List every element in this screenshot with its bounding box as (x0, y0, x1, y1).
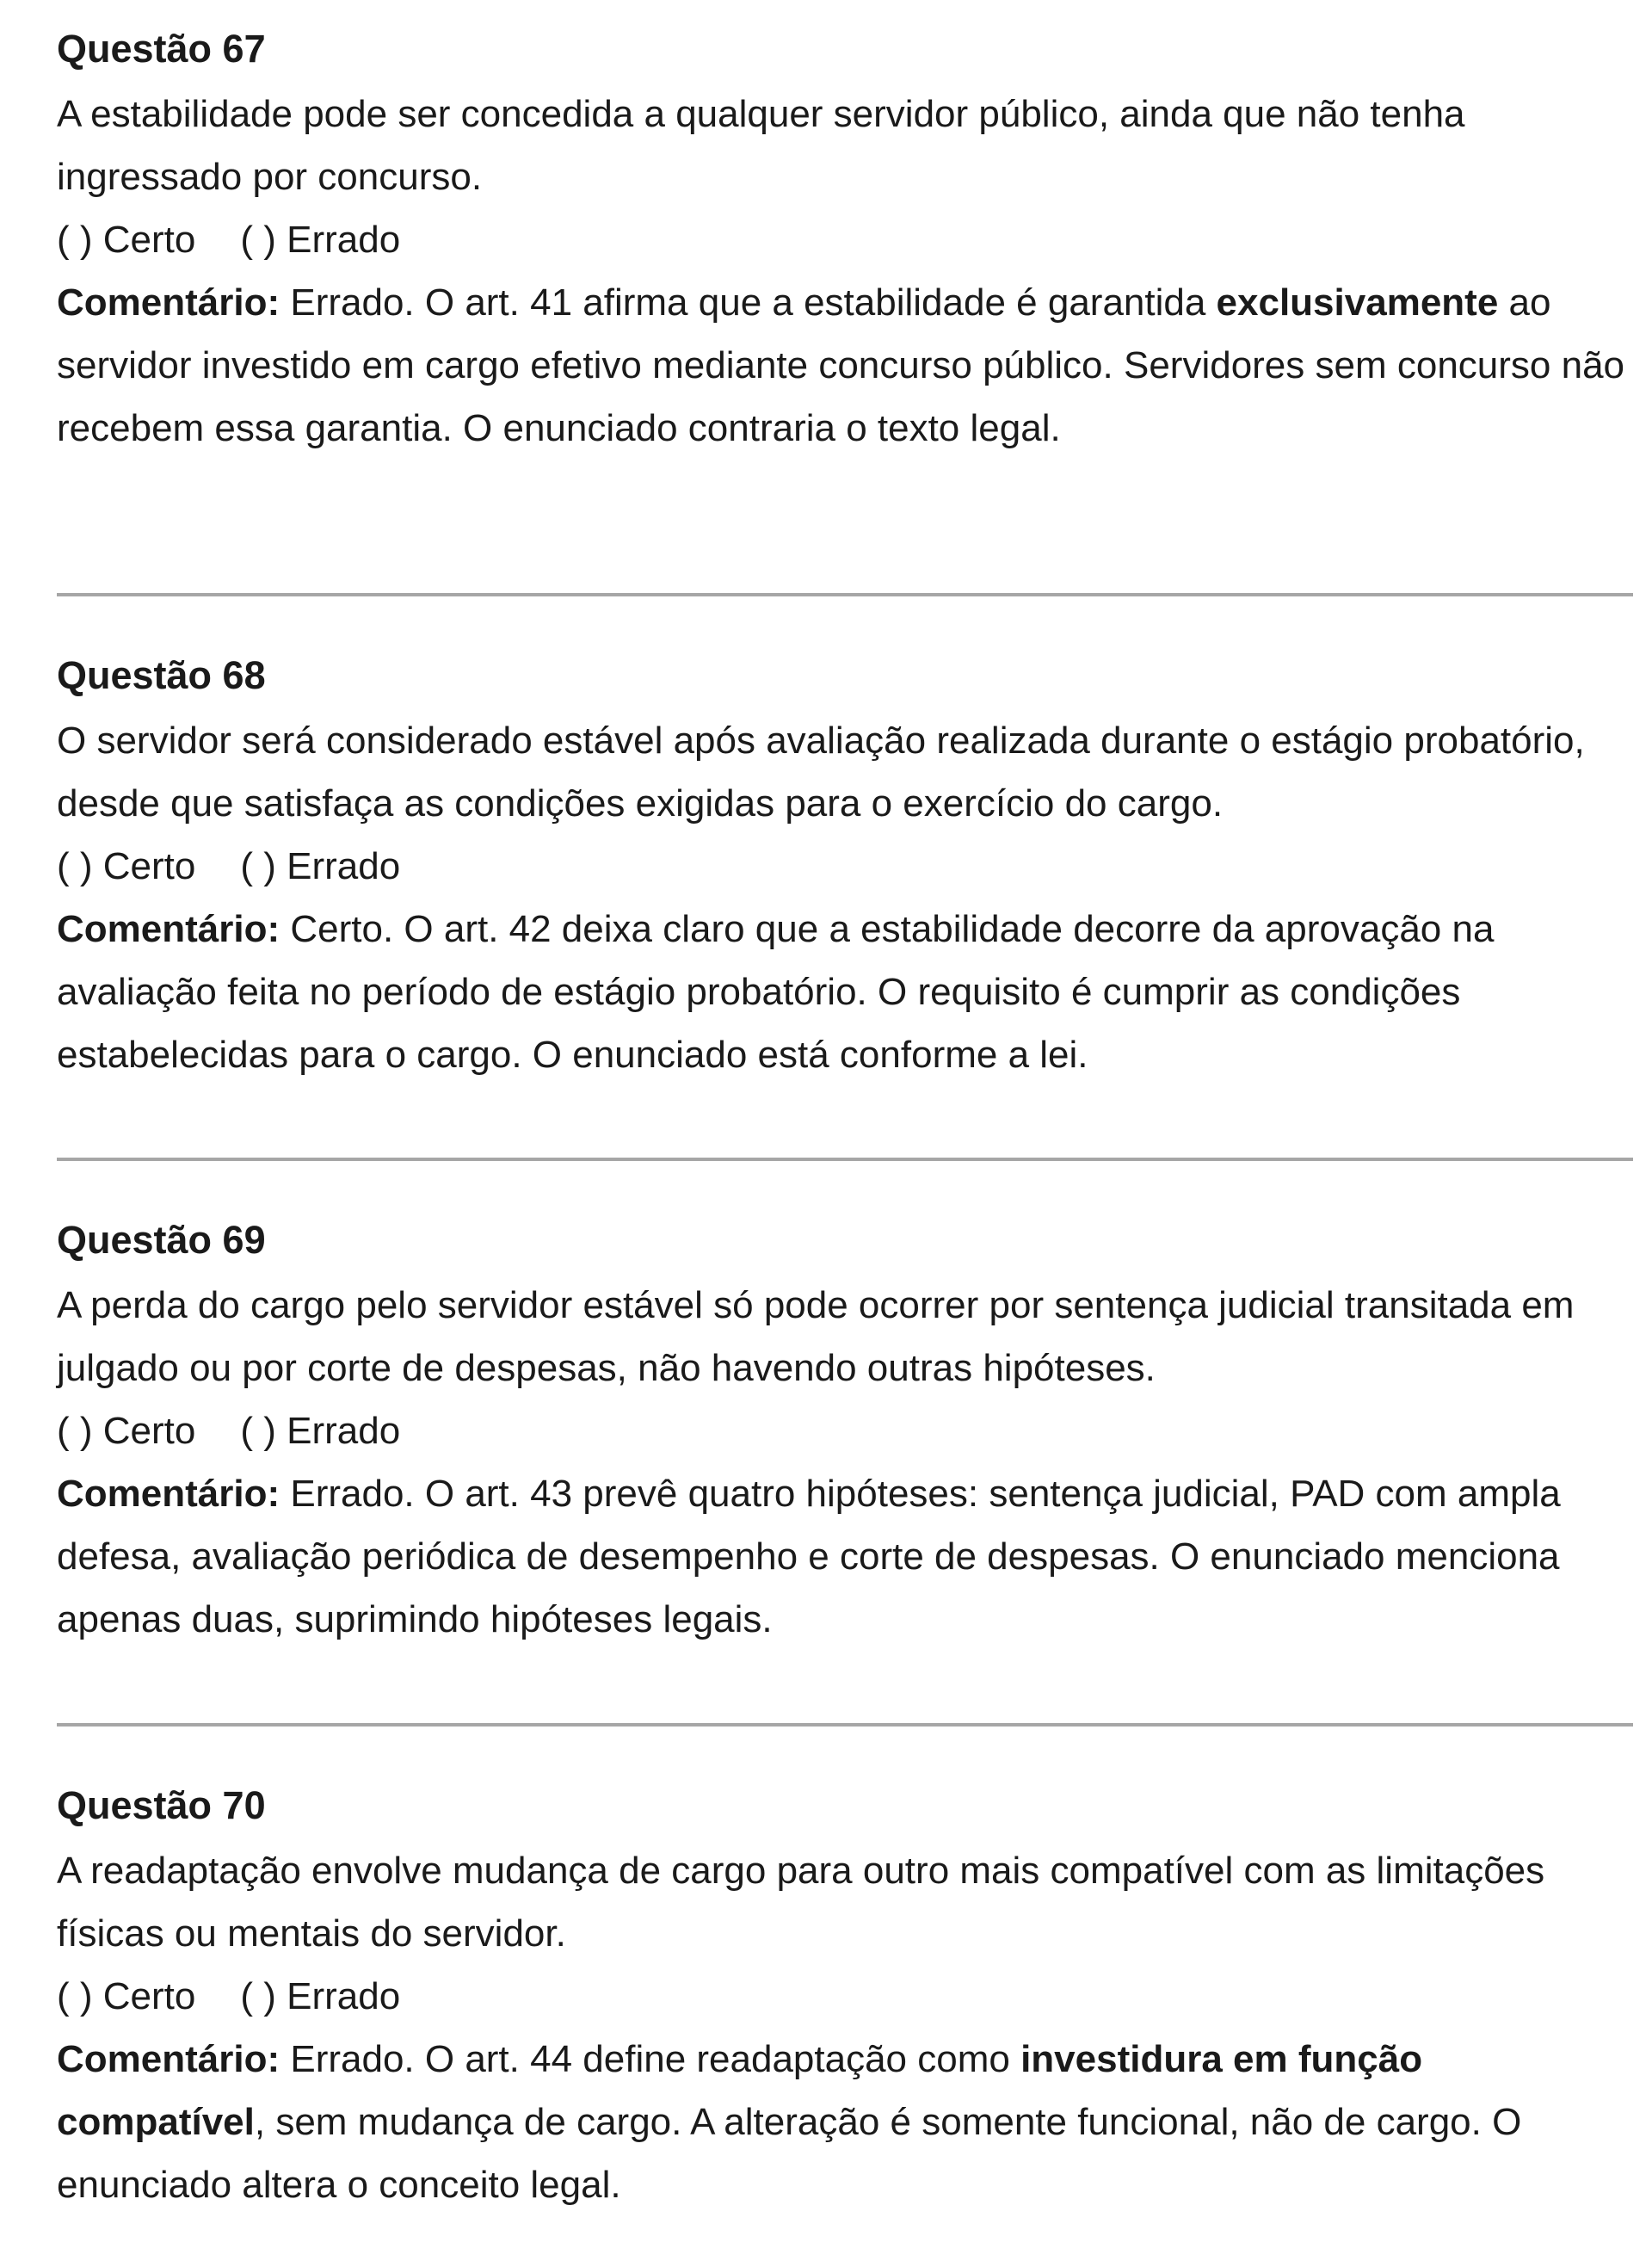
comment-text: Errado. O art. 44 define readaptação como (280, 2038, 1021, 2080)
comment-label: Comentário: (57, 908, 280, 950)
question-title: Questão 67 (57, 27, 266, 71)
question-title: Questão 68 (57, 653, 266, 697)
answer-options (57, 1399, 1633, 1462)
question-comment (57, 2028, 1633, 2216)
question-68 (57, 651, 1633, 1086)
option-errado[interactable]: ( ) Errado (240, 1410, 401, 1452)
question-comment (57, 1462, 1633, 1651)
option-errado[interactable]: ( ) Errado (240, 845, 401, 887)
option-errado[interactable]: ( ) Errado (240, 219, 401, 261)
question-statement: O servidor será considerado estável após avaliação realizada durante o estágio probatório, desde que satisfaça as condições exigidas para o exercício do cargo. (57, 720, 1585, 825)
option-errado[interactable]: ( ) Errado (240, 1975, 401, 2017)
question-70 (57, 1781, 1633, 2216)
question-69 (57, 1215, 1633, 1651)
answer-options (57, 1965, 1633, 2028)
option-certo[interactable]: ( ) Certo (57, 219, 196, 261)
comment-text: Errado. O art. 41 afirma que a estabilidade é garantida (280, 281, 1217, 324)
section-divider (57, 593, 1633, 596)
question-title: Questão 70 (57, 1783, 266, 1827)
comment-text: Errado. O art. 43 prevê quatro hipóteses: sentença judicial, PAD com ampla defesa, avaliação periódica de desempenho e corte de despesas. O enunciado menciona apenas duas, suprimindo hipóteses legais. (57, 1473, 1561, 1640)
answer-options (57, 835, 1633, 898)
question-67 (57, 24, 1633, 460)
section-divider (57, 1723, 1633, 1727)
question-statement: A perda do cargo pelo servidor estável só pode ocorrer por sentença judicial transitada em julgado ou por corte de despesas, não havendo outras hipóteses. (57, 1284, 1575, 1389)
question-comment (57, 271, 1633, 460)
comment-label: Comentário: (57, 2038, 280, 2080)
comment-label: Comentário: (57, 1473, 280, 1515)
comment-text: Certo. O art. 42 deixa claro que a estabilidade decorre da aprovação na avaliação feita no período de estágio probatório. O requisito é cumprir as condições estabelecidas para o cargo. O enunciado está conforme a lei. (57, 908, 1495, 1076)
comment-label: Comentário: (57, 281, 280, 324)
comment-text: , sem mudança de cargo. A alteração é somente funcional, não de cargo. O enunciado altera o conceito legal. (57, 2101, 1522, 2206)
question-comment (57, 898, 1633, 1086)
comment-emphasis: investidura em função compatível (57, 2038, 1423, 2143)
comment-text: ao servidor investido em cargo efetivo mediante concurso público. Servidores sem concurso não recebem essa garantia. O enunciado contraria o texto legal. (57, 281, 1625, 449)
question-title: Questão 69 (57, 1218, 266, 1262)
question-statement: A estabilidade pode ser concedida a qualquer servidor público, ainda que não tenha ingressado por concurso. (57, 93, 1465, 198)
answer-options (57, 208, 1633, 271)
option-certo[interactable]: ( ) Certo (57, 845, 196, 887)
question-statement: A readaptação envolve mudança de cargo para outro mais compatível com as limitações físicas ou mentais do servidor. (57, 1850, 1545, 1955)
comment-emphasis: exclusivamente (1216, 281, 1499, 324)
option-certo[interactable]: ( ) Certo (57, 1975, 196, 2017)
option-certo[interactable]: ( ) Certo (57, 1410, 196, 1452)
section-divider (57, 1158, 1633, 1161)
